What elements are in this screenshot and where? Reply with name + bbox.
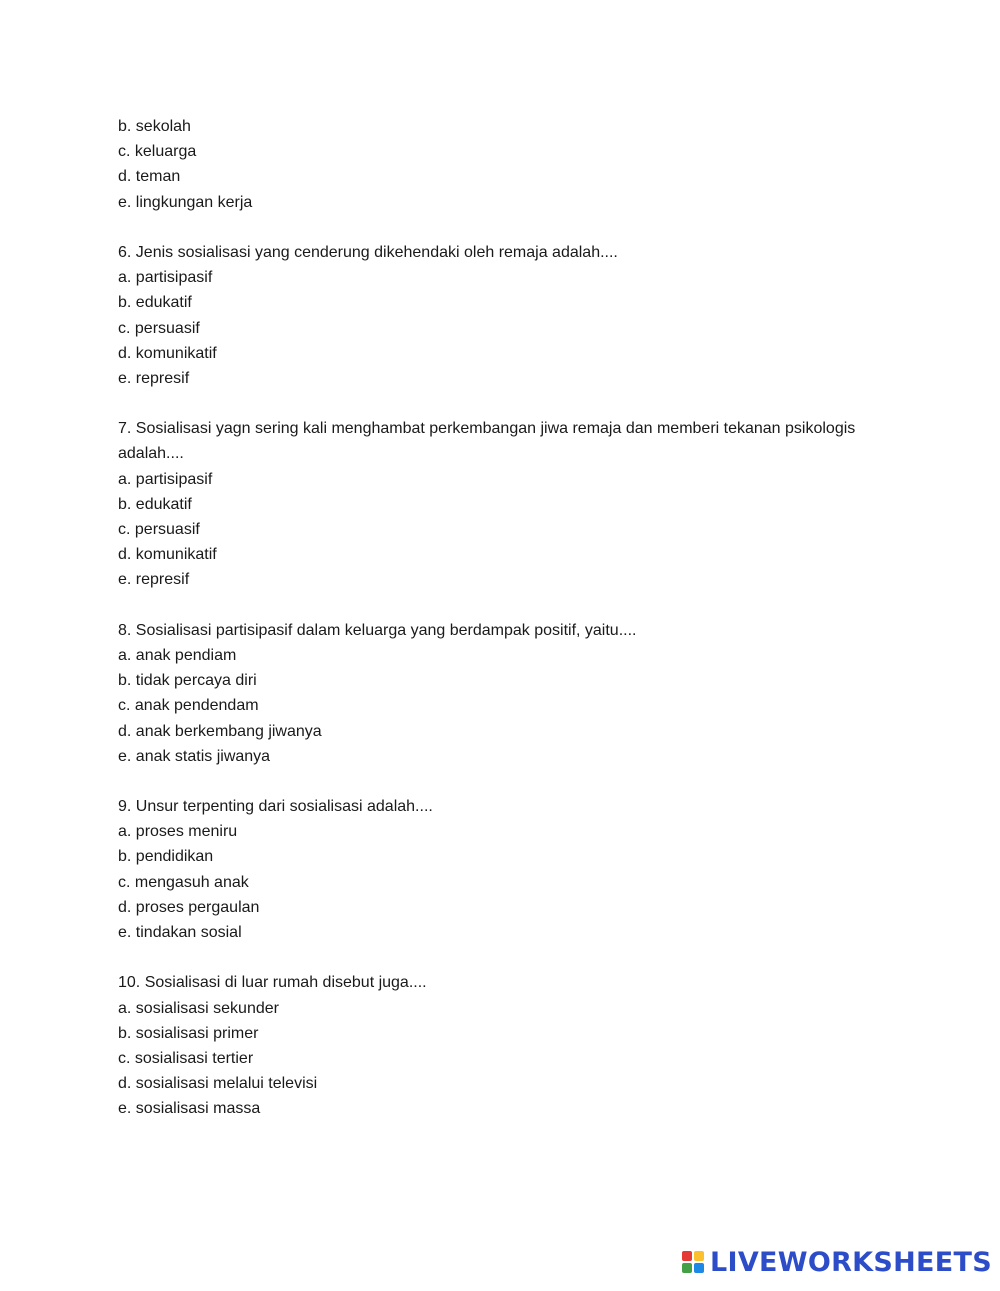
logo-icon xyxy=(682,1251,704,1273)
option-d: d. teman xyxy=(118,168,181,186)
option-d: d. sosialisasi melalui televisi xyxy=(118,1075,318,1093)
carryover-options xyxy=(118,114,898,215)
option-a: a. sosialisasi sekunder xyxy=(118,999,279,1017)
option-e: e. lingkungan kerja xyxy=(118,193,253,211)
option-c: c. anak pendendam xyxy=(118,697,259,715)
option-d: d. anak berkembang jiwanya xyxy=(118,722,322,740)
option-a: a. partisipasif xyxy=(118,470,213,488)
option-e: e. represif xyxy=(118,369,190,387)
option-b: b. edukatif xyxy=(118,294,192,312)
option-c: c. persuasif xyxy=(118,521,200,539)
option-a: a. partisipasif xyxy=(118,269,213,287)
question-text: 8. Sosialisasi partisipasif dalam keluarga yang berdampak positif, yaitu.... xyxy=(118,621,637,639)
option-b: b. tidak percaya diri xyxy=(118,672,257,690)
option-e: e. represif xyxy=(118,571,190,589)
option-c: c. sosialisasi tertier xyxy=(118,1049,254,1067)
option-d: d. proses pergaulan xyxy=(118,898,260,916)
option-e: e. sosialisasi massa xyxy=(118,1100,261,1118)
option-e: e. anak statis jiwanya xyxy=(118,747,271,765)
option-b: b. pendidikan xyxy=(118,848,214,866)
question-6 xyxy=(118,240,898,391)
question-8 xyxy=(118,618,898,769)
question-text: 9. Unsur terpenting dari sosialisasi adalah.... xyxy=(118,798,433,816)
liveworksheets-logo xyxy=(682,1247,992,1277)
option-d: d. komunikatif xyxy=(118,546,217,564)
logo-square-yellow xyxy=(694,1251,704,1261)
option-c: c. mengasuh anak xyxy=(118,873,249,891)
option-c: c. keluarga xyxy=(118,143,197,161)
question-10 xyxy=(118,970,898,1121)
question-text: 7. Sosialisasi yagn sering kali menghambat perkembangan jiwa remaja dan memberi tekanan psikologis adalah.... xyxy=(118,420,856,463)
question-text: 6. Jenis sosialisasi yang cenderung dikehendaki oleh remaja adalah.... xyxy=(118,243,618,261)
option-d: d. komunikatif xyxy=(118,344,217,362)
logo-text: LIVEWORKSHEETS xyxy=(709,1246,992,1278)
question-7 xyxy=(118,416,898,592)
option-a: a. proses meniru xyxy=(118,823,238,841)
logo-square-blue xyxy=(694,1263,704,1273)
question-list xyxy=(118,114,898,1147)
option-b: b. edukatif xyxy=(118,495,192,513)
question-9 xyxy=(118,794,898,945)
option-a: a. anak pendiam xyxy=(118,646,237,664)
option-e: e. tindakan sosial xyxy=(118,924,242,942)
option-c: c. persuasif xyxy=(118,319,200,337)
option-b: b. sekolah xyxy=(118,118,191,135)
option-b: b. sosialisasi primer xyxy=(118,1024,259,1042)
logo-square-green xyxy=(682,1263,692,1273)
logo-square-red xyxy=(682,1251,692,1261)
question-text: 10. Sosialisasi di luar rumah disebut juga.... xyxy=(118,974,427,992)
